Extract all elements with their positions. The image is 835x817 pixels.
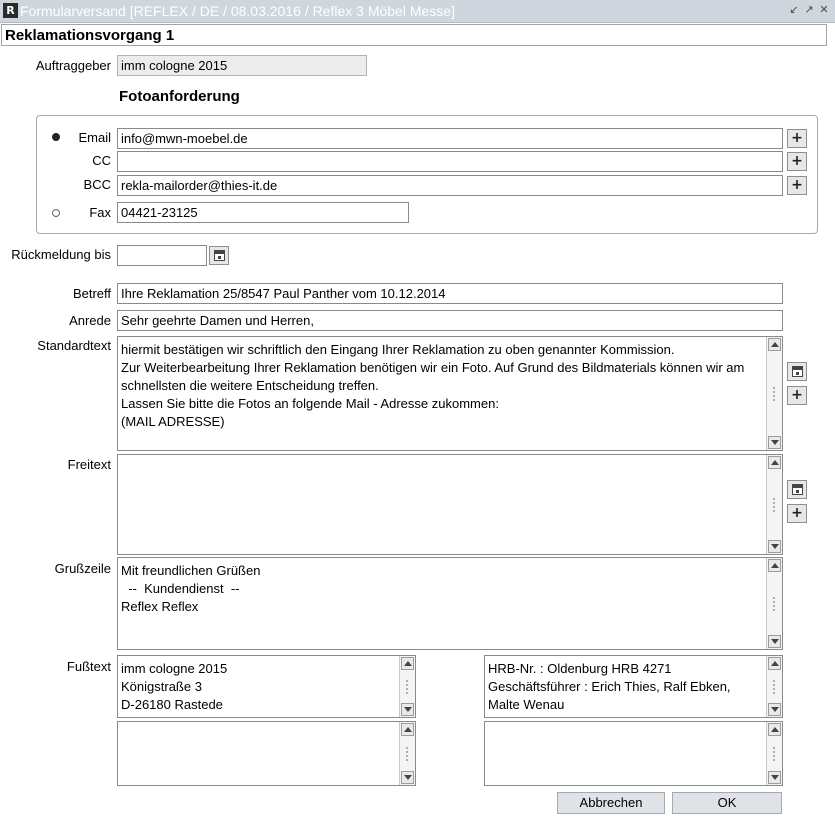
email-label: Email: [78, 130, 111, 145]
scroll-up-icon[interactable]: [401, 657, 414, 670]
fax-field[interactable]: 04421-23125: [117, 202, 409, 223]
add-standardtext-button[interactable]: +: [787, 386, 807, 405]
fusstext-left-top-area[interactable]: [117, 655, 416, 718]
window-title: Formularversand [REFLEX / DE / 08.03.2016 / Reflex 3 Möbel Messe]: [20, 3, 455, 19]
add-bcc-button[interactable]: +: [787, 176, 807, 195]
close-icon[interactable]: ✕: [819, 3, 829, 16]
grusszeile-label: Grußzeile: [54, 561, 111, 576]
section-title: Fotoanforderung: [119, 88, 240, 105]
scroll-grip-icon[interactable]: [405, 746, 409, 762]
standardtext-scrollbar[interactable]: [766, 337, 782, 450]
email-field[interactable]: info@mwn-moebel.de: [117, 128, 783, 149]
cc-label: CC: [92, 153, 111, 168]
window-titlebar: [0, 0, 835, 23]
bcc-field[interactable]: rekla-mailorder@thies-it.de: [117, 175, 783, 196]
rueckmeldung-label: Rückmeldung bis: [11, 247, 111, 262]
scroll-up-icon[interactable]: [768, 559, 781, 572]
grusszeile-content: Mit freundlichen Grüßen -- Kundendienst -- Reflex Reflex: [121, 563, 261, 614]
fusstext-right-bottom-area[interactable]: [484, 721, 783, 786]
anrede-label: Anrede: [69, 313, 111, 328]
auftraggeber-field: imm cologne 2015: [117, 55, 367, 76]
freitext-area[interactable]: [117, 454, 783, 555]
cancel-button[interactable]: Abbrechen: [557, 792, 665, 814]
scroll-up-icon[interactable]: [768, 723, 781, 736]
cc-field[interactable]: [117, 151, 783, 172]
rueckmeldung-date-field[interactable]: [117, 245, 207, 266]
bcc-label: BCC: [83, 177, 111, 192]
fax-radio[interactable]: [52, 209, 60, 217]
minimize-icon[interactable]: ↙: [789, 3, 799, 16]
scroll-grip-icon[interactable]: [772, 596, 776, 612]
scroll-up-icon[interactable]: [768, 456, 781, 469]
add-cc-button[interactable]: +: [787, 152, 807, 171]
betreff-label: Betreff: [72, 286, 111, 301]
scroll-grip-icon[interactable]: [772, 497, 776, 513]
scroll-down-icon[interactable]: [768, 540, 781, 553]
add-email-button[interactable]: +: [787, 129, 807, 148]
form-title: Reklamationsvorgang 1: [1, 24, 827, 46]
maximize-icon[interactable]: ↗: [804, 3, 814, 16]
ok-button[interactable]: OK: [672, 792, 782, 814]
fusstext-right-top-scrollbar[interactable]: [766, 656, 782, 717]
fusstext-left-top-content: imm cologne 2015 Königstraße 3 D-26180 Rastede: [121, 661, 228, 712]
scroll-up-icon[interactable]: [768, 338, 781, 351]
standardtext-label: Standardtext: [37, 338, 111, 353]
auftraggeber-label: Auftraggeber: [35, 58, 111, 73]
fusstext-label: Fußtext: [66, 659, 111, 674]
fusstext-right-top-content: HRB-Nr. : Oldenburg HRB 4271 Geschäftsführer : Erich Thies, Ralf Ebken, Malte Wenau: [488, 661, 731, 712]
scroll-down-icon[interactable]: [768, 436, 781, 449]
fusstext-left-bottom-scrollbar[interactable]: [399, 722, 415, 785]
scroll-up-icon[interactable]: [768, 657, 781, 670]
fusstext-right-top-area[interactable]: [484, 655, 783, 718]
scroll-down-icon[interactable]: [401, 703, 414, 716]
freitext-label: Freitext: [67, 457, 111, 472]
grusszeile-area[interactable]: [117, 557, 783, 650]
scroll-down-icon[interactable]: [768, 771, 781, 784]
scroll-down-icon[interactable]: [768, 703, 781, 716]
grusszeile-scrollbar[interactable]: [766, 558, 782, 649]
calendar-icon: [214, 250, 225, 261]
app-icon: R: [3, 3, 18, 18]
standardtext-area[interactable]: [117, 336, 783, 451]
scroll-up-icon[interactable]: [401, 723, 414, 736]
email-radio[interactable]: [52, 133, 60, 141]
add-freitext-button[interactable]: +: [787, 504, 807, 523]
standardtext-content: hiermit bestätigen wir schriftlich den Eingang Ihrer Reklamation zu oben genannter Kommission. Zur Weiterbearbeitung Ihrer Reklamation benötigen wir ein Foto. Auf Grund des Bildmaterials können wir am schnellsten die weitere Entscheidung treffen. Lassen Sie bitte die Fotos an folgende Mail - Adresse zukommen: (MAIL ADRESSE): [121, 342, 745, 429]
freitext-scrollbar[interactable]: [766, 455, 782, 554]
text-template-icon: [792, 366, 803, 377]
betreff-field[interactable]: Ihre Reklamation 25/8547 Paul Panther vom 10.12.2014: [117, 283, 783, 304]
fusstext-left-top-scrollbar[interactable]: [399, 656, 415, 717]
scroll-grip-icon[interactable]: [772, 679, 776, 695]
fusstext-left-bottom-area[interactable]: [117, 721, 416, 786]
text-template-icon: [792, 484, 803, 495]
scroll-down-icon[interactable]: [768, 635, 781, 648]
scroll-grip-icon[interactable]: [772, 746, 776, 762]
fusstext-right-bottom-scrollbar[interactable]: [766, 722, 782, 785]
freitext-select-button[interactable]: [787, 480, 807, 499]
standardtext-select-button[interactable]: [787, 362, 807, 381]
calendar-button[interactable]: [209, 246, 229, 265]
scroll-grip-icon[interactable]: [405, 679, 409, 695]
anrede-field[interactable]: Sehr geehrte Damen und Herren,: [117, 310, 783, 331]
fax-label: Fax: [89, 205, 111, 220]
scroll-down-icon[interactable]: [401, 771, 414, 784]
scroll-grip-icon[interactable]: [772, 386, 776, 402]
